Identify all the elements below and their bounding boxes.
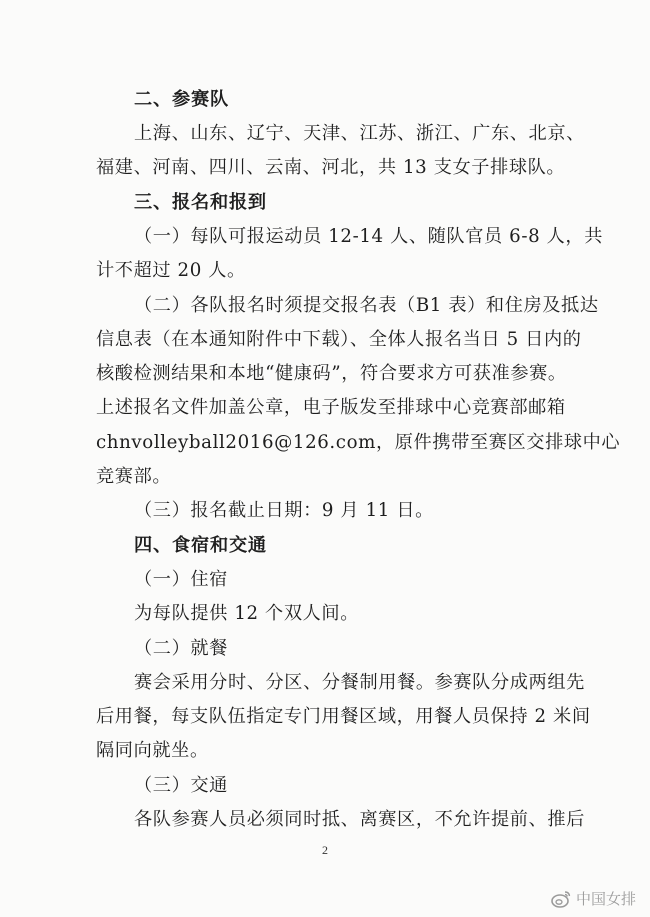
subsection-title: （三）交通 bbox=[134, 775, 228, 796]
paragraph-line: 上述报名文件加盖公章，电子版发至排球中心竞赛部邮箱 bbox=[96, 397, 566, 418]
paragraph-line: 计不超过 20 人。 bbox=[96, 260, 246, 281]
paragraph-line: 竞赛部。 bbox=[96, 466, 172, 487]
paragraph-line: （一）每队可报运动员 12-14 人、随队官员 6-8 人，共 bbox=[134, 226, 604, 247]
section-heading-registration: 三、报名和报到 bbox=[134, 192, 267, 213]
paragraph-line: 上海、山东、辽宁、天津、江苏、浙江、广东、北京、 bbox=[134, 123, 585, 144]
paragraph-line: chnvolleyball2016@126.com，原件携带至赛区交排球中心 bbox=[96, 432, 621, 453]
paragraph-line: 为每队提供 12 个双人间。 bbox=[134, 603, 359, 624]
paragraph-line: 信息表（在本通知附件中下载）、全体人报名当日 5 日内的 bbox=[96, 329, 582, 350]
page-number: 2 bbox=[322, 843, 328, 857]
paragraph-line: 福建、河南、四川、云南、河北，共 13 支女子排球队。 bbox=[96, 157, 566, 178]
subsection-title: （一）住宿 bbox=[134, 569, 228, 590]
watermark-text: 中国女排 bbox=[575, 890, 636, 908]
weibo-watermark bbox=[551, 888, 636, 909]
subsection-title: （二）就餐 bbox=[134, 638, 228, 659]
weibo-icon bbox=[551, 890, 571, 908]
paragraph-line: 各队参赛人员必须同时抵、离赛区，不允许提前、推后 bbox=[134, 809, 585, 830]
paragraph-line: （三）报名截止日期：9 月 11 日。 bbox=[134, 500, 434, 521]
paragraph-line: 核酸检测结果和本地“健康码”，符合要求方可获准参赛。 bbox=[96, 363, 567, 384]
paragraph-line: 赛会采用分时、分区、分餐制用餐。参赛队分成两组先 bbox=[134, 672, 585, 693]
paragraph-line: 隔同向就坐。 bbox=[96, 740, 209, 761]
paragraph-line: 后用餐，每支队伍指定专门用餐区域，用餐人员保持 2 米间 bbox=[96, 706, 591, 727]
paragraph-line: （二）各队报名时须提交报名表（B1 表）和住房及抵达 bbox=[134, 295, 599, 316]
section-heading-lodging-transport: 四、食宿和交通 bbox=[134, 535, 267, 556]
section-heading-teams: 二、参赛队 bbox=[134, 89, 229, 110]
